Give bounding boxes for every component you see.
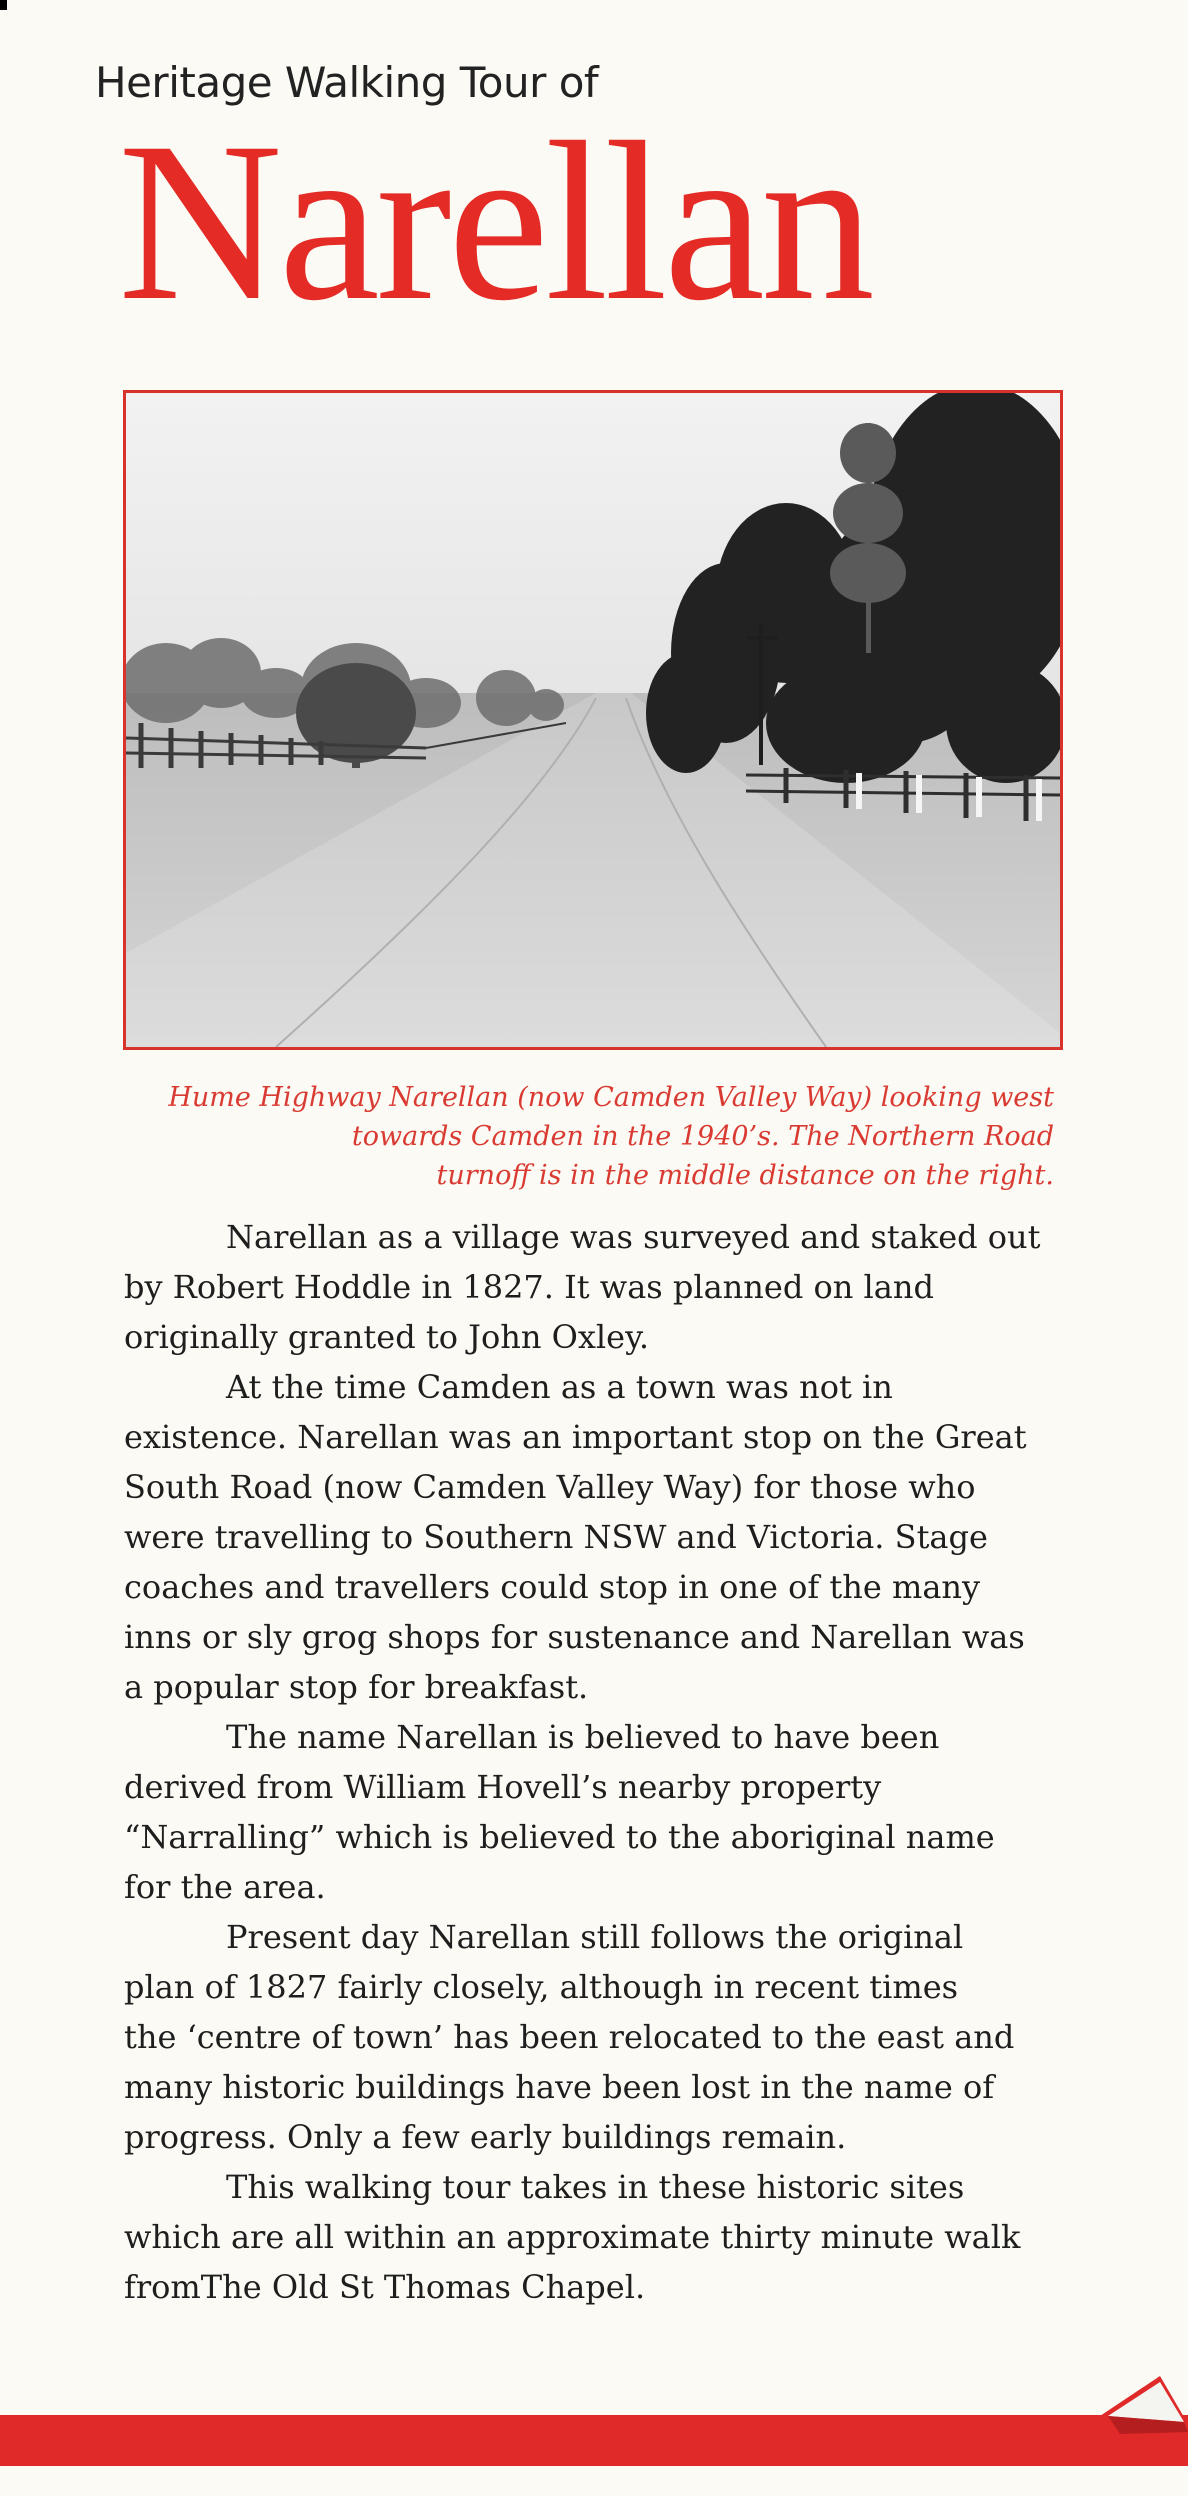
paragraph — [124, 1712, 1104, 1912]
text-line: the ‘centre of town’ has been relocated to the east and — [124, 2018, 1015, 2056]
paragraph — [124, 1362, 1104, 1712]
text-line: coaches and travellers could stop in one of the many — [124, 1568, 981, 1606]
caption-line: Hume Highway Narellan (now Camden Valley Way) looking west — [168, 1082, 1054, 1113]
text-line: for the area. — [124, 1868, 326, 1906]
footer-red-band — [0, 2415, 1188, 2466]
text-line: Narellan as a village was surveyed and staked out — [226, 1218, 1041, 1256]
text-line: a popular stop for breakfast. — [124, 1668, 589, 1706]
text-line: derived from William Hovell’s nearby property — [124, 1768, 882, 1806]
corner-crop-mark — [0, 0, 7, 10]
text-line: many historic buildings have been lost in the name of — [124, 2068, 995, 2106]
text-line: This walking tour takes in these historic sites — [226, 2168, 965, 2206]
text-line: originally granted to John Oxley. — [124, 1318, 650, 1356]
text-line: which are all within an approximate thirty minute walk — [124, 2218, 1021, 2256]
road-photo-illustration — [126, 393, 1060, 1047]
text-line: were travelling to Southern NSW and Victoria. Stage — [124, 1518, 988, 1556]
text-line: fromThe Old St Thomas Chapel. — [124, 2268, 646, 2306]
text-line: “Narralling” which is believed to the aboriginal name — [124, 1818, 995, 1856]
text-line: progress. Only a few early buildings remain. — [124, 2118, 847, 2156]
text-line: existence. Narellan was an important stop on the Great — [124, 1418, 1027, 1456]
text-line: At the time Camden as a town was not in — [226, 1368, 893, 1406]
text-line: Present day Narellan still follows the original — [226, 1918, 964, 1956]
paragraph — [124, 1212, 1104, 1362]
caption-line: turnoff is in the middle distance on the right. — [436, 1160, 1054, 1191]
photo-caption — [40, 1078, 1054, 1195]
paragraph — [124, 2162, 1104, 2312]
page-title: Narellan — [118, 96, 871, 348]
text-line: The name Narellan is believed to have been — [226, 1718, 940, 1756]
intro-text — [124, 1212, 1104, 2312]
page-curl-icon — [1100, 2376, 1188, 2466]
text-line: plan of 1827 fairly closely, although in recent times — [124, 1968, 959, 2006]
paragraph — [124, 1912, 1104, 2162]
text-line: by Robert Hoddle in 1827. It was planned on land — [124, 1268, 934, 1306]
text-line: inns or sly grog shops for sustenance and Narellan was — [124, 1618, 1025, 1656]
historic-photo — [123, 390, 1063, 1050]
caption-line: towards Camden in the 1940’s. The Northern Road — [351, 1121, 1054, 1152]
text-line: South Road (now Camden Valley Way) for those who — [124, 1468, 976, 1506]
tour-subtitle: Heritage Walking Tour of — [95, 58, 599, 107]
